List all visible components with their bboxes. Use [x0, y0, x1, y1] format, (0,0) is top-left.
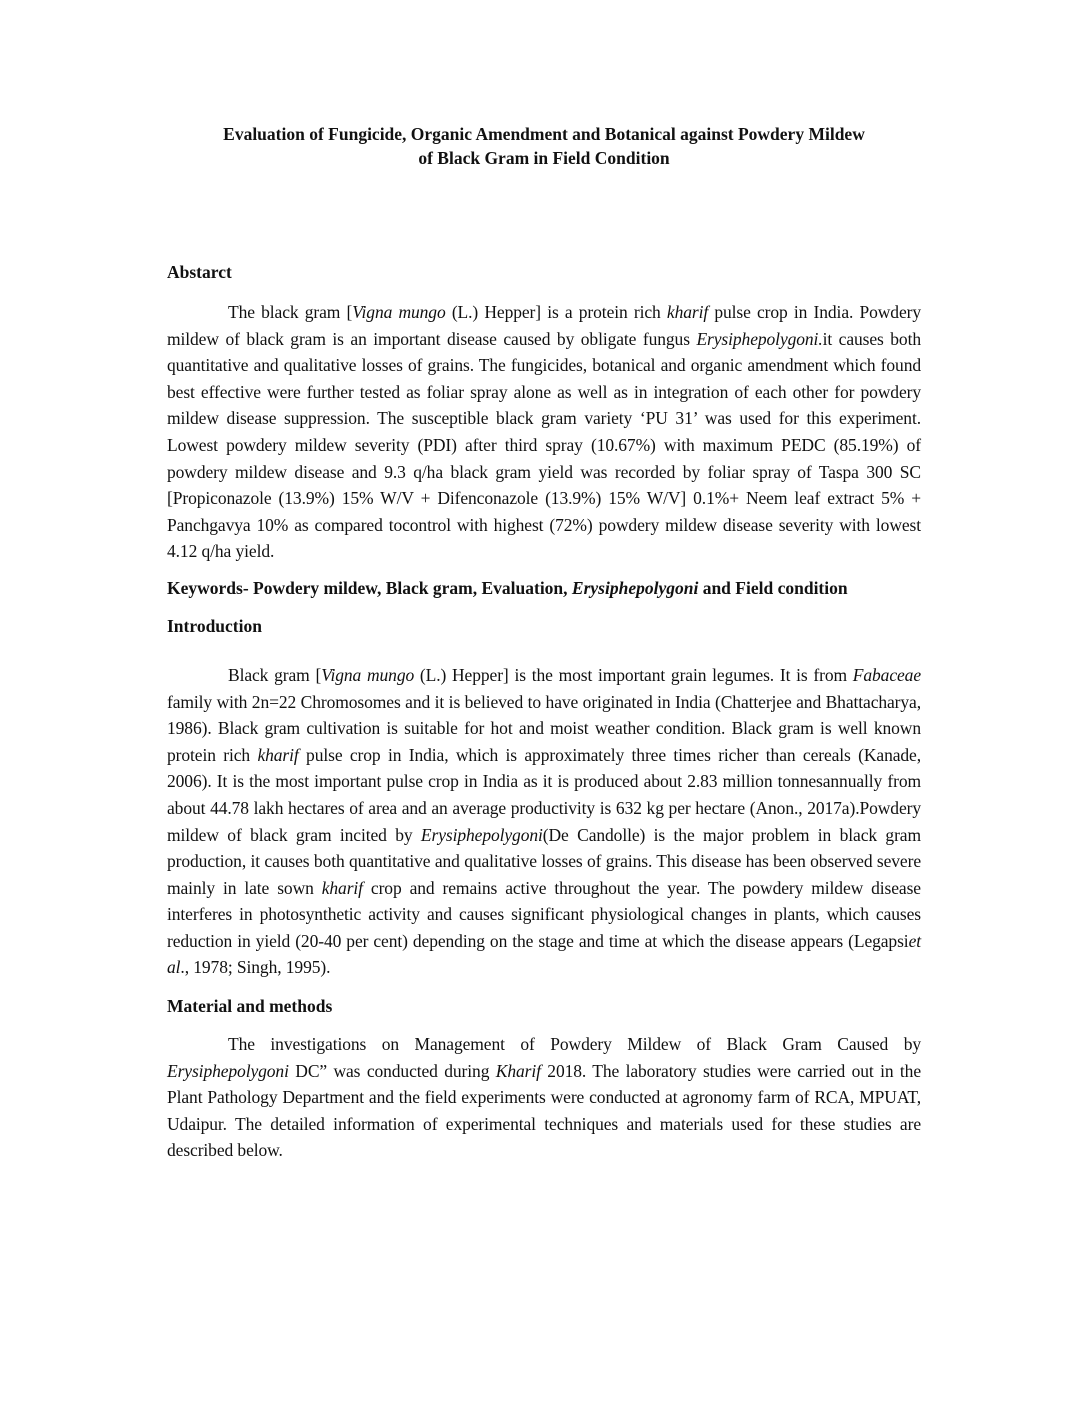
text-run: crop and remains active throughout the year. The powdery mildew disease interferes in photosynthetic activity and causes significant physiological changes in plants, which causes reduction in yield (20-40 per cent) depending on the stage and time at which the disease appears (Legapsi [167, 877, 921, 951]
title-line-2: of Black Gram in Field Condition [418, 148, 670, 168]
methods-heading: Material and methods [167, 996, 333, 1017]
abstract-heading: Abstarct [167, 262, 232, 282]
italic-text: Erysiphepolygoni [571, 577, 699, 598]
italic-text: kharif [257, 744, 299, 765]
text-run: (L.) Hepper] is the most important grain legumes. It is from [414, 664, 853, 685]
text-run: and Field condition [698, 577, 848, 598]
keywords [167, 576, 921, 601]
text-run: The black gram [ [228, 302, 353, 322]
introduction-paragraph [167, 662, 921, 981]
text-run: Keywords- Powdery mildew, Black gram, Evaluation, [167, 577, 572, 598]
text-run: 2018. The laboratory studies were carried out in the Plant Pathology Department and the field experiments were conducted at agronomy farm of RCA, MPUAT, Udaipur. The detailed information of experimental techniques and materials used for these studies are described below. [167, 1060, 921, 1161]
italic-text: Erysiphepolygoni [167, 1060, 289, 1081]
text-run: it causes both quantitative and qualitative losses of grains. The fungicides, botanical and organic amendment which found best effective were further tested as foliar spray alone as well as in integration of each other for powdery mildew disease suppression. The susceptible black gram variety ‘PU 31’ was used for this experiment. Lowest powdery mildew severity (PDI) after third spray (10.67%) with maximum PEDC (85.19%) of powdery mildew disease and 9.3 q/ha black gram yield was recorded by foliar spray of Taspa 300 SC [Propiconazole (13.9%) 15% W/V + Difenconazole (13.9%) 15% W/V] 0.1%+ Neem leaf extract 5% + Panchgavya 10% as compared tocontrol with highest (72%) powdery mildew disease severity with lowest 4.12 q/ha yield. [167, 328, 921, 562]
italic-text: kharif [321, 877, 363, 898]
italic-text: kharif [666, 302, 709, 322]
italic-text: Vigna mungo [321, 664, 415, 685]
italic-text: Fabaceae [852, 664, 921, 685]
introduction-heading: Introduction [167, 615, 262, 636]
methods-paragraph [167, 1031, 921, 1164]
title-line-1: Evaluation of Fungicide, Organic Amendment and Botanical against Powdery Mildew [223, 124, 865, 144]
paper-title [120, 122, 968, 170]
text-run: DC” was conducted during [288, 1060, 496, 1081]
abstract-paragraph [167, 299, 921, 565]
italic-text: et al [167, 930, 921, 978]
italic-text: Erysiphepolygoni [420, 824, 543, 845]
text-run: (L.) Hepper] is a protein rich [445, 302, 667, 322]
italic-text: Vigna mungo [352, 302, 446, 322]
italic-text: Erysiphepolygoni. [696, 328, 823, 349]
italic-text: Kharif [495, 1060, 541, 1081]
text-run: pulse crop in India, which is approximately three times richer than cereals (Kanade, 2006). It is the most important pulse crop in India as it is produced about 2.83 million tonnesannually from about 44.78 lakh hectares of area and an average productivity is 632 kg per hectare (Anon., 2017a).Powdery mildew of black gram incited by [167, 744, 921, 845]
text-run: The investigations on Management of Powdery Mildew of Black Gram Caused by [228, 1034, 921, 1055]
text-run: pulse crop in India. Powdery mildew of black gram is an important disease caused by obligate fungus [167, 302, 921, 349]
text-run: ., 1978; Singh, 1995). [180, 957, 331, 978]
text-run: (De Candolle) is the major problem in black gram production, it causes both quantitative and qualitative losses of grains. This disease has been observed severe mainly in late sown [167, 824, 921, 898]
text-run: Black gram [ [228, 664, 322, 685]
text-run: family with 2n=22 Chromosomes and it is believed to have originated in India (Chatterjee and Bhattacharya, 1986). Black gram cultivation is suitable for hot and moist weather condition. Black gram is well known protein rich [167, 691, 921, 765]
